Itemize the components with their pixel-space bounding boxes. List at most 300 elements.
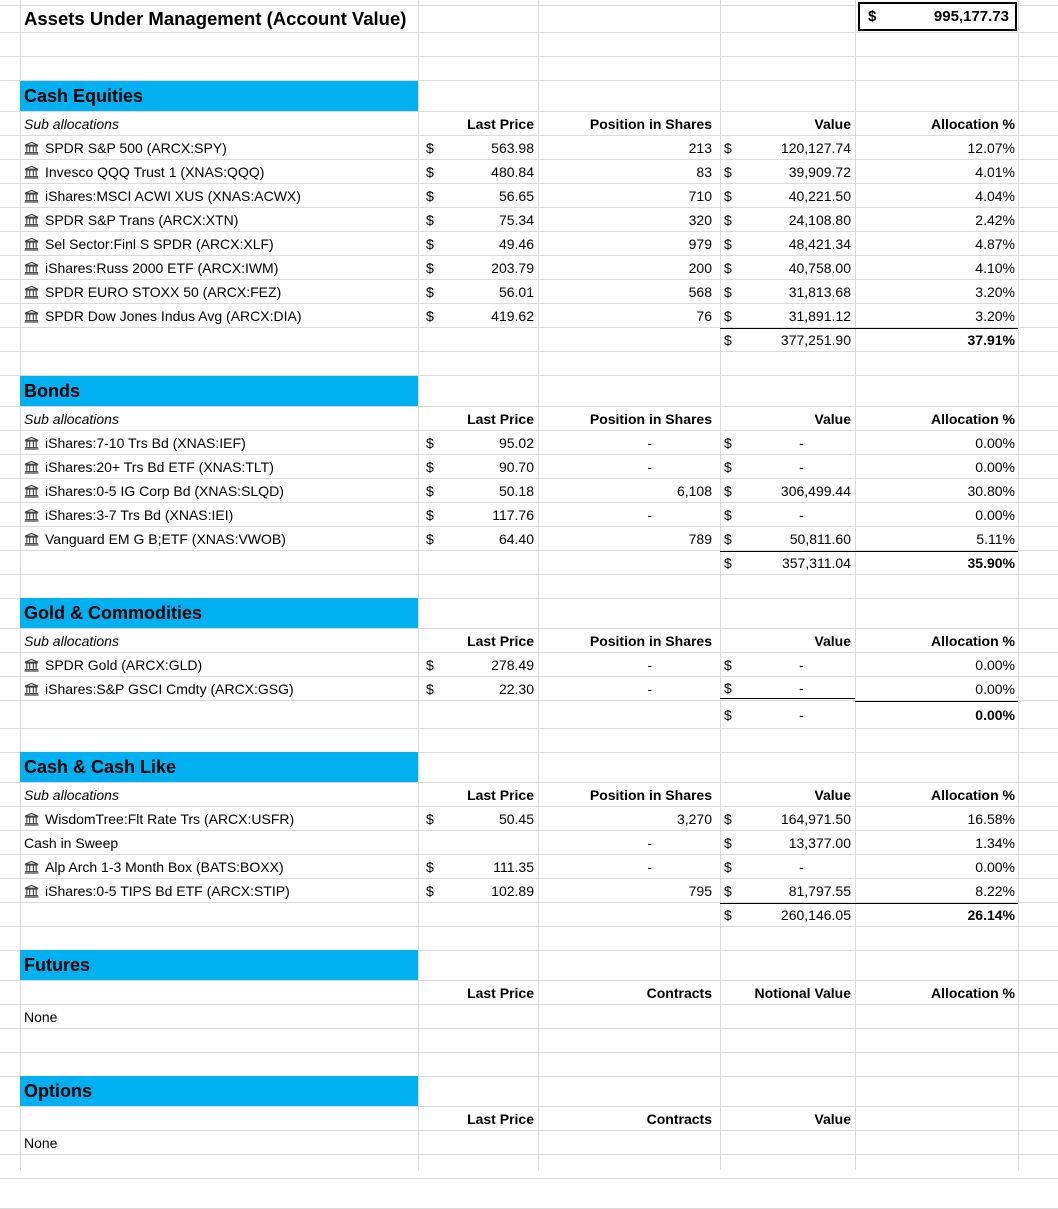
- allocation-cell[interactable]: 8.22%: [975, 882, 1015, 899]
- holding-row: [0, 208, 1058, 232]
- last-price: 75.34: [498, 211, 534, 228]
- value-cell[interactable]: [720, 431, 855, 454]
- currency-symbol: $: [426, 458, 434, 475]
- section-header-row: [0, 1076, 1058, 1107]
- shares: 213: [688, 139, 712, 156]
- bank-building-icon: [24, 658, 39, 672]
- currency-symbol: $: [724, 530, 732, 547]
- shares-cell[interactable]: [538, 527, 720, 550]
- holding-row: [0, 232, 1058, 256]
- section-total-allocation[interactable]: 0.00%: [855, 701, 1018, 728]
- currency-symbol: $: [724, 506, 732, 523]
- market-value: 39,909.72: [788, 163, 851, 180]
- header-allocation: Allocation %: [930, 115, 1015, 132]
- holding-name-cell[interactable]: [20, 831, 418, 854]
- shares-cell[interactable]: [538, 831, 720, 854]
- market-value: 120,127.74: [780, 139, 851, 156]
- holding-name-cell[interactable]: [20, 136, 418, 159]
- section-header-row: [0, 752, 1058, 783]
- holding-name-cell[interactable]: [20, 653, 418, 676]
- holding-name-cell[interactable]: [20, 304, 418, 327]
- bank-building-icon: [24, 285, 39, 299]
- holding-row: [0, 280, 1058, 304]
- market-value: -: [799, 679, 804, 696]
- last-price-cell[interactable]: [418, 184, 538, 207]
- value-cell[interactable]: [720, 455, 855, 478]
- last-price-cell[interactable]: [418, 256, 538, 279]
- holding-row: [0, 677, 1058, 701]
- holding-name: Alp Arch 1-3 Month Box (BATS:BOXX): [45, 858, 284, 875]
- none-row: [0, 1131, 1058, 1155]
- header-allocation: Allocation %: [930, 786, 1015, 803]
- none-label: None: [24, 1008, 58, 1025]
- holding-row: [0, 160, 1058, 184]
- last-price-cell[interactable]: [418, 677, 538, 700]
- allocation-cell[interactable]: 4.87%: [975, 235, 1015, 252]
- header-last-price: Last Price: [467, 410, 534, 427]
- currency-symbol: $: [724, 482, 732, 499]
- holding-name: iShares:7-10 Trs Bd (XNAS:IEF): [45, 434, 246, 451]
- header-value: Value: [814, 632, 851, 649]
- holding-name-cell[interactable]: [20, 807, 418, 830]
- header-value: Notional Value: [754, 984, 851, 1001]
- currency-symbol: $: [724, 211, 732, 228]
- market-value: 31,891.12: [788, 307, 851, 324]
- column-header-row: [0, 112, 1058, 136]
- currency-symbol: $: [426, 434, 434, 451]
- holding-name-cell[interactable]: [20, 855, 418, 878]
- value-cell[interactable]: [720, 653, 855, 676]
- grid-row: [0, 1179, 1058, 1209]
- last-price: 56.65: [498, 187, 534, 204]
- currency-symbol: $: [724, 434, 732, 451]
- value-cell[interactable]: [720, 807, 855, 830]
- last-price: 117.76: [492, 506, 534, 523]
- market-value: -: [799, 434, 804, 451]
- shares-cell[interactable]: [538, 280, 720, 303]
- market-value: -: [799, 506, 804, 523]
- holding-row: [0, 479, 1058, 503]
- page-title: Assets Under Management (Account Value): [24, 8, 407, 29]
- shares-cell[interactable]: [538, 855, 720, 878]
- bank-building-icon: [24, 508, 39, 522]
- holding-name-cell[interactable]: [20, 455, 418, 478]
- value-cell[interactable]: [720, 160, 855, 183]
- currency-symbol: $: [724, 810, 732, 827]
- aum-total-cell[interactable]: [858, 2, 1017, 31]
- bank-building-icon: [24, 682, 39, 696]
- grid-row: [0, 1053, 1058, 1077]
- shares: -: [647, 656, 652, 673]
- holding-row: [0, 807, 1058, 831]
- market-value: -: [799, 858, 804, 875]
- last-price-cell[interactable]: [418, 503, 538, 526]
- bank-building-icon: [24, 141, 39, 155]
- allocation-cell[interactable]: 0.00%: [975, 656, 1015, 673]
- allocation-cell[interactable]: 1.34%: [975, 834, 1015, 851]
- section-header-row: [0, 376, 1058, 407]
- last-price-cell[interactable]: [418, 431, 538, 454]
- currency-symbol: $: [426, 858, 434, 875]
- value-cell[interactable]: [720, 256, 855, 279]
- last-price: 278.49: [491, 656, 534, 673]
- shares-cell[interactable]: [538, 455, 720, 478]
- last-price: 64.40: [498, 530, 534, 547]
- allocation-cell[interactable]: 0.00%: [975, 680, 1015, 697]
- last-price-cell[interactable]: [418, 831, 538, 854]
- last-price-cell[interactable]: [418, 879, 538, 902]
- shares-cell[interactable]: [538, 304, 720, 327]
- sub-allocations-label: Sub allocations: [24, 786, 119, 803]
- section-title: Gold & Commodities: [20, 598, 418, 628]
- currency-symbol: $: [426, 139, 434, 156]
- holding-row: [0, 455, 1058, 479]
- header-value: Value: [814, 786, 851, 803]
- currency-symbol: $: [724, 458, 732, 475]
- market-value: 24,108.80: [788, 211, 851, 228]
- section-total-value-cell[interactable]: [720, 551, 855, 574]
- holding-name-cell[interactable]: [20, 431, 418, 454]
- currency-symbol: $: [426, 482, 434, 499]
- last-price-cell[interactable]: [418, 136, 538, 159]
- holding-row: [0, 304, 1058, 328]
- market-value: 306,499.44: [780, 482, 851, 499]
- market-value: -: [799, 656, 804, 673]
- holding-name-cell[interactable]: [20, 677, 418, 700]
- grid-row: [0, 352, 1058, 376]
- allocation-cell[interactable]: 0.00%: [975, 434, 1015, 451]
- currency-symbol: $: [426, 259, 434, 276]
- shares-cell[interactable]: [538, 503, 720, 526]
- bank-building-icon: [24, 532, 39, 546]
- value-cell[interactable]: [720, 855, 855, 878]
- last-price-cell[interactable]: [418, 855, 538, 878]
- section-total-row: [0, 903, 1058, 927]
- holding-name: iShares:0-5 IG Corp Bd (XNAS:SLQD): [45, 482, 284, 499]
- shares-cell[interactable]: [538, 136, 720, 159]
- grid-row: [0, 927, 1058, 951]
- allocation-cell[interactable]: 4.01%: [975, 163, 1015, 180]
- market-value: 48,421.34: [788, 235, 851, 252]
- section-total-value: -: [799, 706, 804, 723]
- shares-cell[interactable]: [538, 479, 720, 502]
- holding-row: [0, 527, 1058, 551]
- currency-symbol: $: [426, 656, 434, 673]
- market-value: 40,221.50: [788, 187, 851, 204]
- currency-symbol: $: [426, 187, 434, 204]
- header-last-price: Last Price: [467, 984, 534, 1001]
- header-quantity: Position in Shares: [589, 786, 712, 803]
- holding-name-cell[interactable]: [20, 208, 418, 231]
- shares: 320: [688, 211, 712, 228]
- holding-row: [0, 653, 1058, 677]
- section-total-value-cell[interactable]: [720, 903, 855, 926]
- column-header-row: [0, 629, 1058, 653]
- currency-symbol: $: [724, 163, 732, 180]
- holding-name-cell[interactable]: [20, 479, 418, 502]
- shares: 76: [696, 307, 712, 324]
- section-total-allocation[interactable]: 26.14%: [855, 903, 1018, 926]
- shares: 6,108: [676, 482, 712, 499]
- bank-building-icon: [24, 460, 39, 474]
- currency-symbol: $: [426, 530, 434, 547]
- grid-row: [0, 1029, 1058, 1053]
- sub-allocations-label: Sub allocations: [24, 410, 119, 427]
- currency-symbol: $: [868, 8, 877, 25]
- currency-symbol: $: [426, 810, 434, 827]
- shares: 200: [688, 259, 712, 276]
- section-total-row: [0, 328, 1058, 352]
- currency-symbol: $: [426, 211, 434, 228]
- bank-building-icon: [24, 189, 39, 203]
- section-total-value: 357,311.04: [781, 555, 851, 571]
- section-header-row: [0, 81, 1058, 112]
- allocation-cell[interactable]: 4.10%: [975, 259, 1015, 276]
- section-total-allocation[interactable]: 37.91%: [855, 328, 1018, 351]
- none-row: [0, 1005, 1058, 1029]
- shares: 568: [688, 283, 712, 300]
- header-value: Value: [814, 1110, 851, 1127]
- value-cell[interactable]: [720, 503, 855, 526]
- header-value: Value: [814, 115, 851, 132]
- value-cell[interactable]: [720, 527, 855, 550]
- shares-cell[interactable]: [538, 807, 720, 830]
- grid-row: [0, 575, 1058, 599]
- header-quantity: Contracts: [646, 1110, 712, 1127]
- shares: 83: [696, 163, 712, 180]
- currency-symbol: $: [724, 679, 732, 696]
- currency-symbol: $: [724, 187, 732, 204]
- holding-name: Vanguard EM G B;ETF (XNAS:VWOB): [45, 530, 286, 547]
- shares: 3,270: [676, 810, 712, 827]
- shares-cell[interactable]: [538, 208, 720, 231]
- allocation-cell[interactable]: 0.00%: [975, 458, 1015, 475]
- currency-symbol: $: [426, 163, 434, 180]
- holding-row: [0, 136, 1058, 160]
- allocation-cell[interactable]: 3.20%: [975, 283, 1015, 300]
- value-cell[interactable]: [720, 479, 855, 502]
- value-cell[interactable]: [720, 831, 855, 854]
- header-allocation: Allocation %: [930, 410, 1015, 427]
- holding-name: iShares:3-7 Trs Bd (XNAS:IEI): [45, 506, 234, 523]
- shares-cell[interactable]: [538, 677, 720, 700]
- last-price: 49.46: [498, 235, 534, 252]
- currency-symbol: $: [426, 307, 434, 324]
- value-cell[interactable]: [720, 232, 855, 255]
- holding-name-cell[interactable]: [20, 280, 418, 303]
- section-title: Cash Equities: [20, 81, 418, 111]
- last-price-cell[interactable]: [418, 479, 538, 502]
- last-price: 111.35: [493, 858, 534, 875]
- section-title: Cash & Cash Like: [20, 752, 418, 782]
- market-value: 13,377.00: [788, 834, 851, 851]
- bank-building-icon: [24, 165, 39, 179]
- value-cell[interactable]: [720, 280, 855, 303]
- value-cell[interactable]: [720, 184, 855, 207]
- allocation-cell[interactable]: 5.11%: [976, 530, 1015, 547]
- allocation-cell[interactable]: 4.04%: [975, 187, 1015, 204]
- last-price-cell[interactable]: [418, 653, 538, 676]
- currency-symbol: $: [724, 307, 732, 324]
- holding-name: SPDR EURO STOXX 50 (ARCX:FEZ): [45, 283, 282, 300]
- holding-name: Sel Sector:Finl S SPDR (ARCX:XLF): [45, 235, 274, 252]
- shares: -: [647, 434, 652, 451]
- shares: -: [647, 458, 652, 475]
- grid-row: [0, 57, 1058, 81]
- currency-symbol: $: [426, 882, 434, 899]
- section-title: Options: [20, 1076, 418, 1106]
- currency-symbol: $: [724, 283, 732, 300]
- section-total-value: 260,146.05: [780, 907, 851, 923]
- grid-row: [0, 729, 1058, 753]
- currency-symbol: $: [426, 283, 434, 300]
- header-last-price: Last Price: [467, 115, 534, 132]
- market-value: 81,797.55: [788, 882, 851, 899]
- shares-cell[interactable]: [538, 653, 720, 676]
- currency-symbol: $: [724, 834, 732, 851]
- currency-symbol: $: [724, 555, 732, 571]
- header-quantity: Contracts: [646, 984, 712, 1001]
- holding-name: iShares:MSCI ACWI XUS (XNAS:ACWX): [45, 187, 301, 204]
- bank-building-icon: [24, 436, 39, 450]
- currency-symbol: $: [724, 907, 732, 923]
- section-title: Bonds: [20, 376, 418, 406]
- holding-name: Invesco QQQ Trust 1 (XNAS:QQQ): [45, 163, 265, 180]
- market-value: 50,811.60: [789, 530, 851, 547]
- shares-cell[interactable]: [538, 160, 720, 183]
- section-total-value-cell[interactable]: [720, 701, 855, 728]
- currency-symbol: $: [724, 259, 732, 276]
- holding-row: [0, 431, 1058, 455]
- holding-name-cell[interactable]: [20, 184, 418, 207]
- holding-name: SPDR S&P 500 (ARCX:SPY): [45, 139, 227, 156]
- shares-cell[interactable]: [538, 879, 720, 902]
- bank-building-icon: [24, 812, 39, 826]
- bank-building-icon: [24, 213, 39, 227]
- currency-symbol: $: [724, 139, 732, 156]
- section-total-allocation[interactable]: 35.90%: [855, 551, 1018, 574]
- column-header-row: [0, 1107, 1058, 1131]
- column-header-row: [0, 981, 1058, 1005]
- allocation-cell[interactable]: 0.00%: [975, 506, 1015, 523]
- header-quantity: Position in Shares: [589, 115, 712, 132]
- header-last-price: Last Price: [467, 786, 534, 803]
- value-cell[interactable]: [720, 677, 855, 699]
- last-price-cell[interactable]: [418, 304, 538, 327]
- bank-building-icon: [24, 309, 39, 323]
- value-cell[interactable]: [720, 208, 855, 231]
- allocation-cell[interactable]: 30.80%: [967, 482, 1015, 499]
- market-value: 40,758.00: [788, 259, 851, 276]
- section-total-value-cell[interactable]: [720, 328, 855, 351]
- shares: 789: [688, 530, 712, 547]
- shares-cell[interactable]: [538, 232, 720, 255]
- holding-row: [0, 831, 1058, 855]
- holding-row: [0, 184, 1058, 208]
- holding-name: iShares:Russ 2000 ETF (ARCX:IWM): [45, 259, 279, 276]
- last-price: 203.79: [491, 259, 534, 276]
- shares-cell[interactable]: [538, 184, 720, 207]
- last-price-cell[interactable]: [418, 527, 538, 550]
- last-price: 419.62: [491, 307, 534, 324]
- allocation-cell[interactable]: 0.00%: [975, 858, 1015, 875]
- holding-name-cell[interactable]: [20, 160, 418, 183]
- last-price-cell[interactable]: [418, 807, 538, 830]
- value-cell[interactable]: [720, 879, 855, 902]
- currency-symbol: $: [426, 506, 434, 523]
- allocation-cell[interactable]: 3.20%: [975, 307, 1015, 324]
- last-price: 50.18: [498, 482, 534, 499]
- currency-symbol: $: [724, 858, 732, 875]
- last-price: 56.01: [498, 283, 534, 300]
- aum-total-value: 995,177.73: [933, 8, 1009, 25]
- bank-building-icon: [24, 484, 39, 498]
- grid-row: [0, 1155, 1058, 1179]
- section-title: Futures: [20, 950, 418, 980]
- allocation-cell[interactable]: 12.07%: [967, 139, 1015, 156]
- value-cell[interactable]: [720, 304, 855, 327]
- last-price: 563.98: [491, 139, 534, 156]
- section-total-row: [0, 551, 1058, 575]
- section-header-row: [0, 950, 1058, 981]
- shares: -: [647, 506, 652, 523]
- currency-symbol: $: [724, 235, 732, 252]
- currency-symbol: $: [724, 656, 732, 673]
- currency-symbol: $: [724, 332, 732, 348]
- header-quantity: Position in Shares: [589, 410, 712, 427]
- holding-row: [0, 879, 1058, 903]
- holding-name-cell[interactable]: [20, 256, 418, 279]
- last-price: 90.70: [498, 458, 534, 475]
- last-price-cell[interactable]: [418, 232, 538, 255]
- shares-cell[interactable]: [538, 431, 720, 454]
- value-cell[interactable]: [720, 136, 855, 159]
- holding-name-cell[interactable]: [20, 879, 418, 902]
- holding-name-cell[interactable]: [20, 527, 418, 550]
- holding-name: SPDR Dow Jones Indus Avg (ARCX:DIA): [45, 307, 302, 324]
- last-price-cell[interactable]: [418, 280, 538, 303]
- holding-name: iShares:20+ Trs Bd ETF (XNAS:TLT): [45, 458, 274, 475]
- last-price: 50.45: [498, 810, 534, 827]
- currency-symbol: $: [426, 235, 434, 252]
- grid-row: [0, 33, 1058, 57]
- allocation-cell[interactable]: 16.58%: [967, 810, 1015, 827]
- allocation-cell[interactable]: 2.42%: [975, 211, 1015, 228]
- currency-symbol: $: [724, 882, 732, 899]
- header-last-price: Last Price: [467, 632, 534, 649]
- holding-name-cell[interactable]: [20, 503, 418, 526]
- market-value: 164,971.50: [780, 810, 851, 827]
- currency-symbol: $: [724, 706, 732, 723]
- shares-cell[interactable]: [538, 256, 720, 279]
- holding-name: SPDR Gold (ARCX:GLD): [45, 656, 203, 673]
- holding-name: iShares:S&P GSCI Cmdty (ARCX:GSG): [45, 680, 294, 697]
- bank-building-icon: [24, 860, 39, 874]
- holding-name: Cash in Sweep: [24, 834, 119, 851]
- section-header-row: [0, 598, 1058, 629]
- header-quantity: Position in Shares: [589, 632, 712, 649]
- shares: 795: [688, 882, 712, 899]
- last-price-cell[interactable]: [418, 160, 538, 183]
- last-price-cell[interactable]: [418, 455, 538, 478]
- market-value: -: [799, 458, 804, 475]
- shares: -: [647, 834, 652, 851]
- holding-name-cell[interactable]: [20, 232, 418, 255]
- bank-building-icon: [24, 884, 39, 898]
- holding-row: [0, 503, 1058, 527]
- header-last-price: Last Price: [467, 1110, 534, 1127]
- last-price-cell[interactable]: [418, 208, 538, 231]
